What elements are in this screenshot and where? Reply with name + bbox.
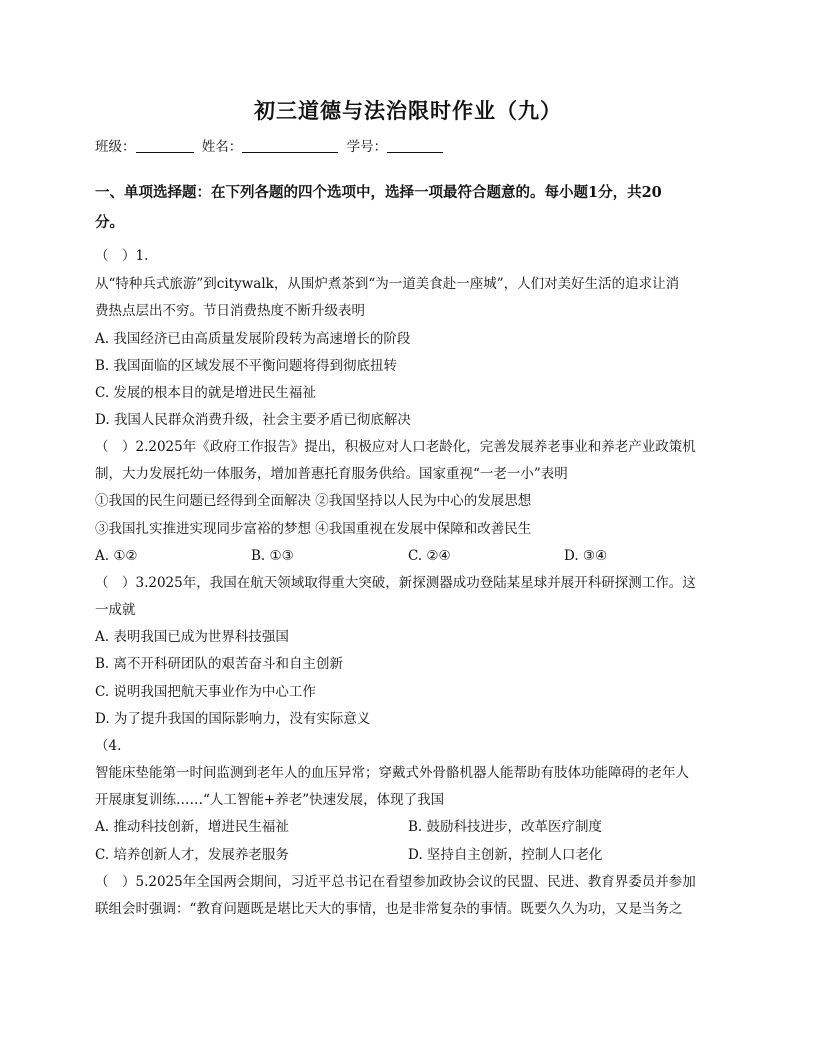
q4-stem-line1: 智能床垫能第一时间监测到老年人的血压异常；穿戴式外骨骼机器人能帮助有肢体功能障碍的老年人 — [95, 765, 689, 781]
q1-stem-line2: 费热点层出不穷。节日消费热度不断升级表明 — [95, 303, 365, 319]
q3-option-b: B. 离不开科研团队的艰苦奋斗和自主创新 — [95, 656, 344, 672]
q4-option-c: C. 培养创新人才，发展养老服务 — [95, 847, 289, 863]
q2-option-b: B. ①③ — [251, 548, 294, 564]
q2-option-d: D. ③④ — [564, 548, 608, 564]
section-heading-line2: 分。 — [95, 214, 124, 231]
q4-option-a: A. 推动科技创新，增进民生福祉 — [95, 819, 289, 835]
class-label: 班级： — [95, 139, 136, 155]
q2-stem-line2: 制，大力发展托幼一体服务，增加普惠托育服务供给。国家重视“一老一小”表明 — [95, 466, 568, 482]
q3-option-a: A. 表明我国已成为世界科技强国 — [95, 629, 289, 645]
q2-statement-line2: ③我国扎实推进实现同步富裕的梦想 ④我国重视在发展中保障和改善民生 — [95, 521, 532, 537]
q2-stem-line1: （ ）2.2025年《政府工作报告》提出，积极应对人口老龄化，完善发展养老事业和养老产业政策机 — [95, 439, 696, 455]
q1-option-c: C. 发展的根本目的就是增进民生福祉 — [95, 385, 316, 401]
q3-option-d: D. 为了提升我国的国际影响力，没有实际意义 — [95, 711, 371, 727]
q4-stem-line2: 开展康复训练……“人工智能+养老”快速发展，体现了我国 — [95, 792, 445, 808]
q5-stem-line2: 联组会时强调：“教育问题既是堪比天大的事情，也是非常复杂的事情。既要久久为功，又是当务之 — [95, 901, 683, 917]
q1-option-b: B. 我国面临的区域发展不平衡问题将得到彻底扭转 — [95, 358, 398, 374]
q2-statement-line1: ①我国的民生问题已经得到全面解决 ②我国坚持以人民为中心的发展思想 — [95, 493, 532, 509]
q1-number: （ ）1. — [95, 248, 149, 264]
q4-number: （4. — [95, 738, 122, 754]
q5-stem-line1: （ ）5.2025年全国两会期间，习近平总书记在看望参加政协会议的民盟、民进、教育界委员并参加 — [95, 874, 696, 890]
q1-option-a: A. 我国经济已由高质量发展阶段转为高速增长的阶段 — [95, 331, 411, 347]
name-label: 姓名： — [201, 139, 243, 155]
q3-option-c: C. 说明我国把航天事业作为中心工作 — [95, 684, 316, 700]
name-blank[interactable] — [242, 138, 338, 153]
section-heading-line1: 一、单项选择题：在下列各题的四个选项中，选择一项最符合题意的。每小题1分，共20 — [95, 184, 662, 201]
q3-stem-line2: 一成就 — [95, 602, 136, 618]
class-blank[interactable] — [136, 138, 194, 153]
q4-option-b: B. 鼓励科技进步，改革医疗制度 — [408, 819, 603, 835]
id-label: 学号： — [346, 139, 388, 155]
q1-option-d: D. 我国人民群众消费升级，社会主要矛盾已彻底解决 — [95, 412, 411, 428]
page-title: 初三道德与法治限时作业（九） — [254, 98, 562, 123]
q4-option-d: D. 坚持自主创新，控制人口老化 — [408, 847, 603, 863]
section-heading — [95, 178, 725, 238]
q3-stem-line1: （ ）3.2025年，我国在航天领域取得重大突破，新探测器成功登陆某星球并展开科研探测工作。这 — [95, 575, 696, 591]
student-info-line — [95, 138, 443, 156]
id-blank[interactable] — [387, 138, 443, 153]
q1-stem-line1: 从“特种兵式旅游”到citywalk，从围炉煮茶到“为一道美食赴一座城”，人们对美好生活的追求让消 — [95, 276, 680, 292]
q2-option-c: C. ②④ — [408, 548, 451, 564]
q2-option-a: A. ①② — [95, 548, 138, 564]
